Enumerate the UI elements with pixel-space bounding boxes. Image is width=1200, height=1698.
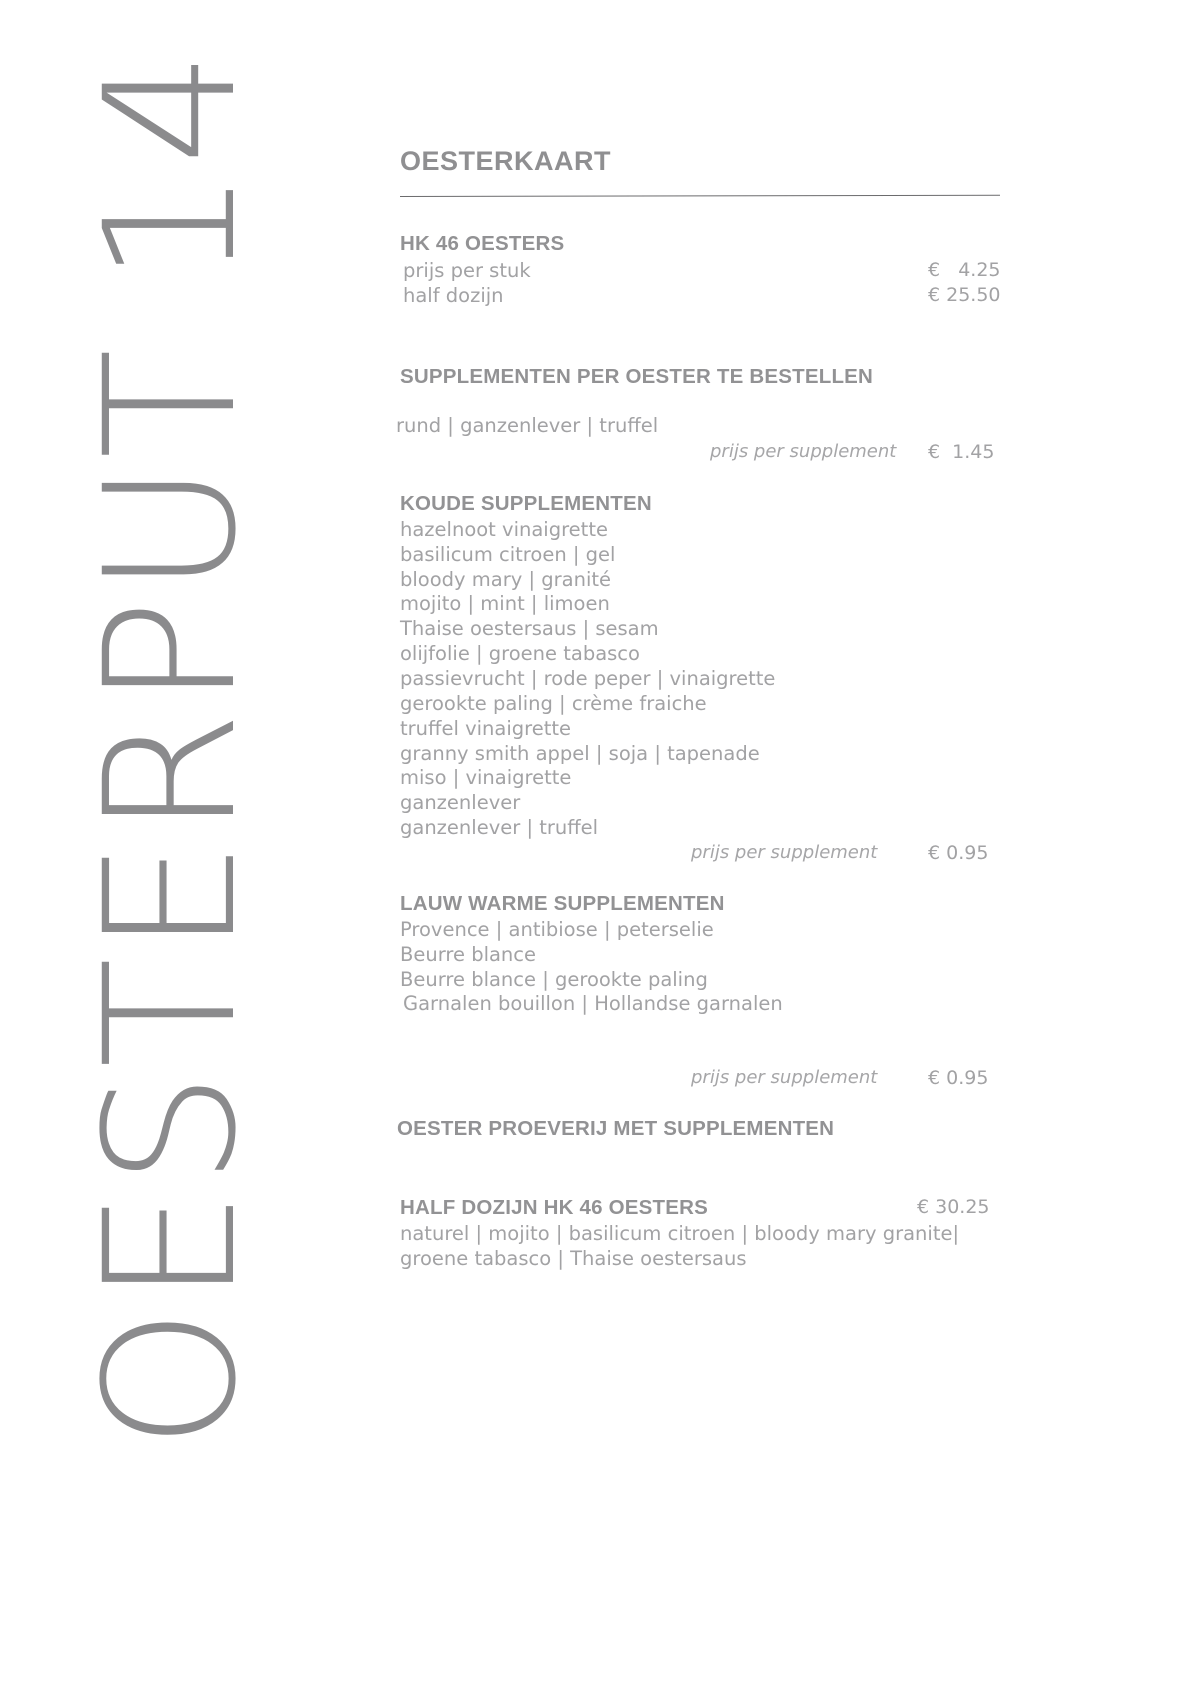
list-item: Beurre blance [400,943,537,966]
list-item: gerookte paling | crème fraiche [400,692,707,715]
supplements-per-oyster-line: rund | ganzenlever | truffel [396,414,659,437]
list-item: Provence | antibiose | peterselie [400,918,714,941]
page-title: OESTERKAART [400,146,612,176]
menu-content [396,0,1001,1698]
list-item: naturel | mojito | basilicum citroen | bloody mary granite| [400,1222,960,1245]
oysters-item-label: prijs per stuk [403,259,531,282]
list-item: miso | vinaigrette [400,766,572,789]
half-dozen-price: € 30.25 [917,1196,990,1218]
price-note: prijs per supplement [710,441,897,462]
list-item: ganzenlever [400,791,521,814]
oysters-item-label: half dozijn [403,284,504,307]
oysters-item-price: € 25.50 [928,284,1001,306]
cold-supplements-heading: KOUDE SUPPLEMENTEN [400,492,652,515]
supplement-price: € 0.95 [928,1067,989,1089]
half-dozen-heading: HALF DOZIJN HK 46 OESTERS [400,1196,708,1219]
warm-supplements-heading: LAUW WARME SUPPLEMENTEN [400,892,725,915]
list-item: truffel vinaigrette [400,717,572,740]
list-item: passievrucht | rode peper | vinaigrette [400,667,776,690]
supplement-price: € 1.45 [928,441,995,463]
oysters-heading: HK 46 OESTERS [400,232,565,255]
vertical-brand-title: OESTERPUT 14 [67,46,276,1450]
list-item: Garnalen bouillon | Hollandse garnalen [403,992,783,1015]
list-item: groene tabasco | Thaise oestersaus [400,1247,747,1270]
oysters-item-price: € 4.25 [928,259,1001,281]
price-note: prijs per supplement [691,1067,878,1088]
list-item: Beurre blance | gerookte paling [400,968,708,991]
title-divider [400,195,1000,197]
list-item: Thaise oestersaus | sesam [400,617,659,640]
list-item: basilicum citroen | gel [400,543,616,566]
supplement-price: € 0.95 [928,842,989,864]
supplements-per-oyster-heading: SUPPLEMENTEN PER OESTER TE BESTELLEN [400,365,874,388]
tasting-heading: OESTER PROEVERIJ MET SUPPLEMENTEN [397,1117,835,1140]
list-item: granny smith appel | soja | tapenade [400,742,760,765]
price-note: prijs per supplement [691,842,878,863]
list-item: bloody mary | granité [400,568,612,591]
list-item: mojito | mint | limoen [400,592,610,615]
list-item: olijfolie | groene tabasco [400,642,640,665]
list-item: ganzenlever | truffel [400,816,599,839]
list-item: hazelnoot vinaigrette [400,518,608,541]
